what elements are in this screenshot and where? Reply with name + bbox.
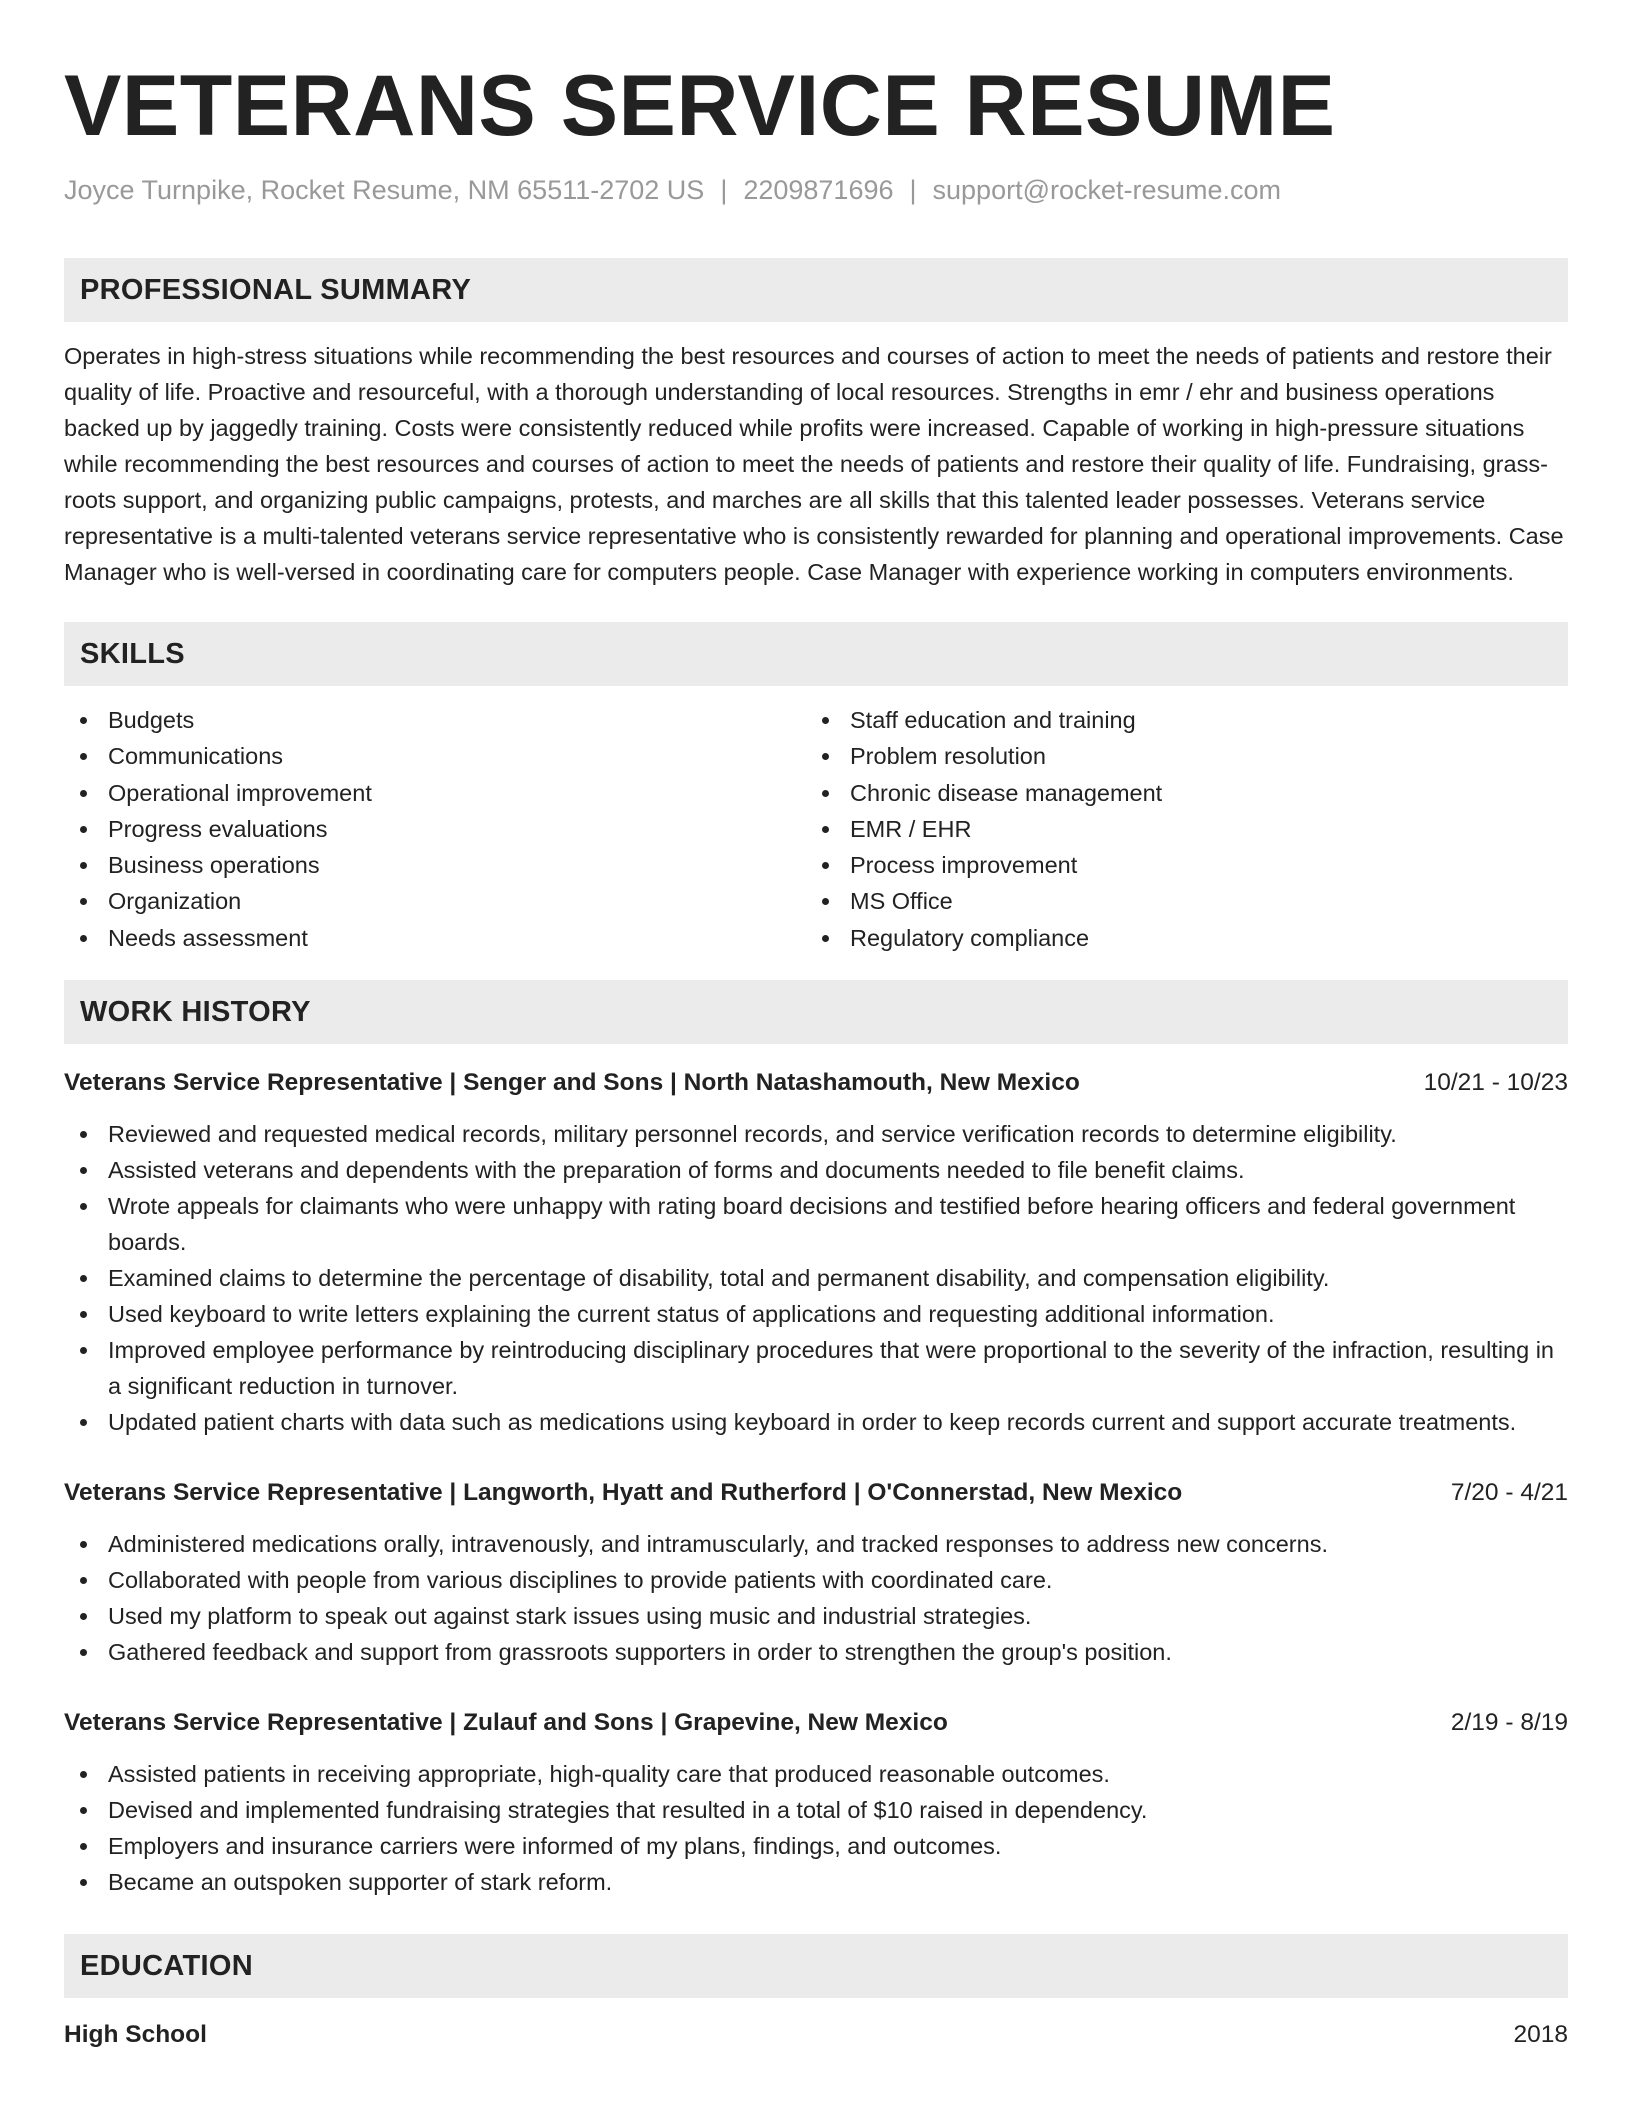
- section-header-education: EDUCATION: [64, 1934, 1568, 1998]
- contact-separator: |: [720, 175, 728, 205]
- section-header-work-history: WORK HISTORY: [64, 980, 1568, 1044]
- job-bullet: Wrote appeals for claimants who were unhappy with rating board decisions and testified before hearing officers and federal government boards.: [64, 1188, 1568, 1260]
- job-bullets: [64, 1526, 1568, 1670]
- job-bullet: Used keyboard to write letters explaining the current status of applications and requesting additional information.: [64, 1296, 1568, 1332]
- job-dates: 7/20 - 4/21: [1450, 1479, 1568, 1507]
- contact-address: Joyce Turnpike, Rocket Resume, NM 65511-2702 US: [64, 175, 705, 205]
- job-bullet: Employers and insurance carriers were informed of my plans, findings, and outcomes.: [64, 1828, 1568, 1864]
- job-header: [64, 1064, 1568, 1102]
- skill-item: Process improvement: [806, 847, 1548, 883]
- skill-item: Regulatory compliance: [806, 920, 1548, 956]
- job-entry: [64, 1474, 1568, 1670]
- skill-item: Business operations: [64, 847, 806, 883]
- summary-text: Operates in high-stress situations while recommending the best resources and courses of action to meet the needs of patients and restore their quality of life. Proactive and resourceful, with a thorough understanding of local resources. Strengths in emr / ehr and business operations backed up by jaggedly training. Costs were consistently reduced while profits were increased. Capable of working in high-pressure situations while recommending the best resources and courses of action to meet the needs of patients and restore their quality of life. Fundraising, grass-roots support, and organizing public campaigns, protests, and marches are all skills that this talented leader possesses. Veterans service representative is a multi-talented veterans service representative who is consistently rewarded for planning and operational improvements. Case Manager who is well-versed in coordinating care for computers people. Case Manager with experience working in computers environments.: [64, 343, 1564, 585]
- contact-email[interactable]: support@rocket-resume.com: [932, 175, 1282, 205]
- job-header: [64, 1474, 1568, 1512]
- job-bullet: Collaborated with people from various disciplines to provide patients with coordinated care.: [64, 1562, 1568, 1598]
- job-bullet: Devised and implemented fundraising strategies that resulted in a total of $10 raised in dependency.: [64, 1792, 1568, 1828]
- skills-column-right: [806, 702, 1548, 956]
- job-header: [64, 1704, 1568, 1742]
- job-bullet: Administered medications orally, intravenously, and intramuscularly, and tracked responses to address new concerns.: [64, 1526, 1568, 1562]
- job-bullet: Improved employee performance by reintroducing disciplinary procedures that were proportional to the severity of the infraction, resulting in a significant reduction in turnover.: [64, 1332, 1568, 1404]
- job-bullet: Assisted patients in receiving appropriate, high-quality care that produced reasonable outcomes.: [64, 1756, 1568, 1792]
- skills-list: [64, 702, 1568, 956]
- job-title: Veterans Service Representative | Zulauf and Sons | Grapevine, New Mexico: [64, 1709, 948, 1737]
- section-header-professional-summary: PROFESSIONAL SUMMARY: [64, 258, 1568, 322]
- skill-item: Needs assessment: [64, 920, 806, 956]
- education-entry: [64, 2016, 1568, 2054]
- job-bullets: [64, 1756, 1568, 1900]
- skill-item: Communications: [64, 738, 806, 774]
- skill-item: Organization: [64, 883, 806, 919]
- job-bullets: [64, 1116, 1568, 1440]
- job-dates: 10/21 - 10/23: [1423, 1069, 1568, 1097]
- job-title: Veterans Service Representative | Langworth, Hyatt and Rutherford | O'Connerstad, New Mexico: [64, 1479, 1183, 1507]
- skill-item: Problem resolution: [806, 738, 1548, 774]
- skill-item: Chronic disease management: [806, 775, 1548, 811]
- job-bullet: Became an outspoken supporter of stark reform.: [64, 1864, 1568, 1900]
- contact-phone[interactable]: 2209871696: [743, 175, 894, 205]
- job-entry: [64, 1064, 1568, 1440]
- contact-line: [64, 170, 1568, 210]
- resume-title: VETERANS SERVICE RESUME: [64, 58, 1336, 154]
- job-title: Veterans Service Representative | Senger and Sons | North Natashamouth, New Mexico: [64, 1069, 1080, 1097]
- job-bullet: Examined claims to determine the percentage of disability, total and permanent disability, and compensation eligibility.: [64, 1260, 1568, 1296]
- skill-item: Staff education and training: [806, 702, 1548, 738]
- skill-item: Budgets: [64, 702, 806, 738]
- skill-item: MS Office: [806, 883, 1548, 919]
- job-bullet: Reviewed and requested medical records, military personnel records, and service verification records to determine eligibility.: [64, 1116, 1568, 1152]
- resume-page: [64, 54, 1568, 2054]
- job-bullet: Updated patient charts with data such as medications using keyboard in order to keep records current and support accurate treatments.: [64, 1404, 1568, 1440]
- skill-item: Progress evaluations: [64, 811, 806, 847]
- job-bullet: Gathered feedback and support from grassroots supporters in order to strengthen the group's position.: [64, 1634, 1568, 1670]
- section-header-skills: SKILLS: [64, 622, 1568, 686]
- contact-separator: |: [909, 175, 917, 205]
- job-bullet: Used my platform to speak out against stark issues using music and industrial strategies.: [64, 1598, 1568, 1634]
- education-year: 2018: [1513, 2021, 1568, 2049]
- job-entry: [64, 1704, 1568, 1900]
- job-dates: 2/19 - 8/19: [1450, 1709, 1568, 1737]
- education-degree: High School: [64, 2021, 207, 2049]
- job-bullet: Assisted veterans and dependents with the preparation of forms and documents needed to file benefit claims.: [64, 1152, 1568, 1188]
- skills-column-left: [64, 702, 806, 956]
- skill-item: Operational improvement: [64, 775, 806, 811]
- skill-item: EMR / EHR: [806, 811, 1548, 847]
